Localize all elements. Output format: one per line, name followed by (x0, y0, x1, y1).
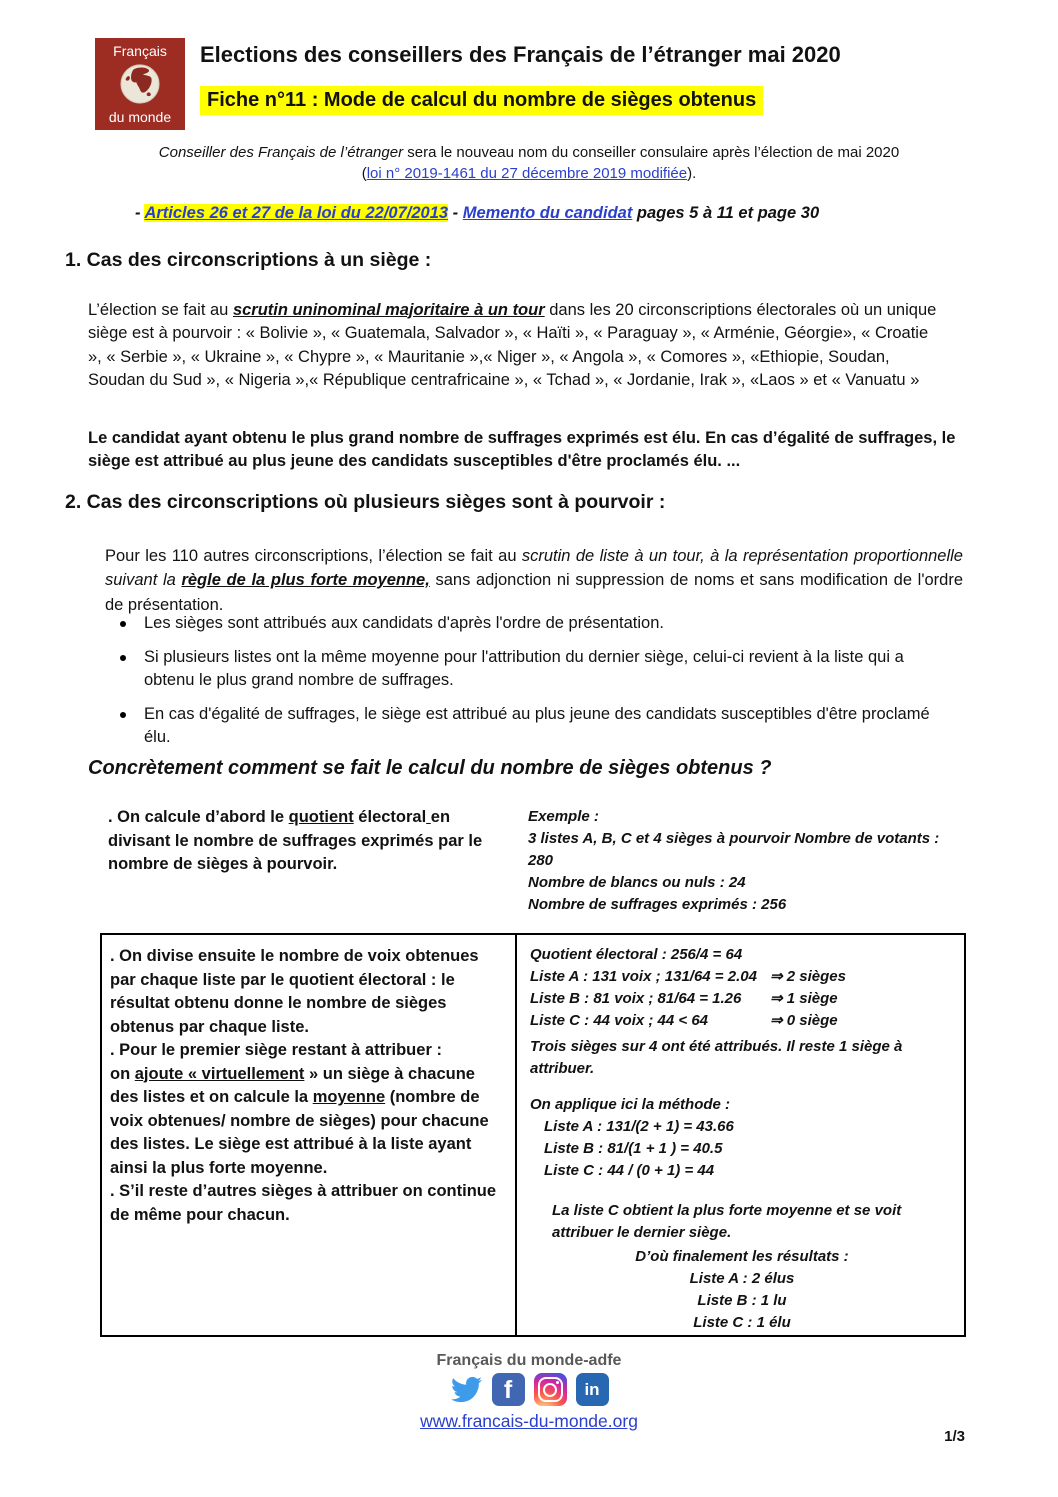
text-run: Pour les 110 autres circonscriptions, l’élection se fait au (105, 546, 522, 565)
calc-step-average (110, 1039, 499, 1180)
intro-line-2 (0, 163, 1058, 184)
logo-text-bottom: du monde (108, 109, 172, 125)
strongest-average-note: La liste C obtient la plus forte moyenne et se voit attribuer le dernier siège. (552, 1202, 902, 1241)
section-1-bold-note: Le candidat ayant obtenu le plus grand nombre de suffrages exprimés est élu. En cas d’égalité de suffrages, le siège est attribué au plus jeune des candidats susceptibles d'être proclamés élu. ... (88, 428, 956, 470)
allocation-result: ⇒ 1 siège (770, 990, 838, 1007)
intro-paragraph (0, 142, 1058, 184)
allocation-result: ⇒ 0 siège (770, 1012, 838, 1029)
calc-question-heading: Concrètement comment se fait le calcul du nombre de sièges obtenus ? (88, 757, 772, 779)
final-result-line: Liste B : 1 lu (697, 1292, 787, 1309)
example-line: 3 listes A, B, C et 4 sièges à pourvoir Nombre de votants : (528, 830, 940, 847)
text-run: sera le nouveau nom du conseiller consulaire après l’élection de mai 2020 (403, 144, 900, 161)
text-run: (nombre de voix obtenues/ nombre de sièges) pour chacune des listes. Le siège est attribué à la liste ayant ainsi la plus forte moyenne. (110, 1088, 489, 1177)
intro-line-1 (0, 142, 1058, 163)
camera-lens (543, 1383, 557, 1397)
example-line: Nombre de blancs ou nuls : 24 (528, 874, 746, 891)
text-run: dans les 20 circonscriptions électorales où un unique siège est à pourvoir : « Bolivie », « Guatemala, Salvador », « Haïti », « Paraguay », « Arménie, Géorgie», « Croatie », « Serbie », « Ukraine », « Chypre », « Mauritanie »,« Niger », « Angola », « Comores », «Ethiopie, Soudan, Soudan du Sud », « Nigeria »,« République centrafricaine », « Tchad », « Jordanie, Irak », «Laos » et « Vanuatu » (88, 300, 937, 389)
example-line: 280 (528, 852, 554, 869)
linkedin-in-glyph: in (584, 1379, 600, 1399)
calc-step-repeat: . S’il reste d’autres sièges à attribuer on continue de même pour chacun. (110, 1182, 497, 1224)
social-links-row (0, 1373, 1058, 1406)
fiche-banner: Fiche n°11 : Mode de calcul du nombre de sièges obtenus (200, 86, 763, 115)
page-number: 1/3 (944, 1428, 965, 1445)
example-panel (515, 806, 966, 916)
memento-link[interactable]: Memento du candidat (462, 204, 633, 222)
text-run: ( (361, 165, 367, 182)
law-link[interactable]: loi n° 2019-1461 du 27 décembre 2019 modifiée (366, 165, 688, 182)
text-run: L’élection se fait au (88, 300, 233, 319)
method-line: Liste C : 44 / (0 + 1) = 44 (544, 1162, 715, 1179)
text-run: moyenne (312, 1088, 386, 1106)
final-result-line: Liste A : 2 élus (689, 1270, 795, 1287)
camera-flash-dot (556, 1381, 559, 1384)
bullet-item: En cas d'égalité de suffrages, le siège est attribué au plus jeune des candidats susceptibles d'être proclamé élu. (117, 703, 955, 750)
example-title: Exemple : (528, 808, 599, 825)
text-run: électoral (353, 808, 427, 826)
bullet-item: Les sièges sont attribués aux candidats d'après l'ordre de présentation. (117, 612, 955, 636)
text-run: scrutin de liste à un tour, à la représentation proportionnelle suivant la (105, 546, 963, 589)
section-2-paragraph (105, 544, 963, 618)
globe-icon (119, 63, 161, 105)
org-logo (95, 38, 185, 130)
allocation-row (530, 988, 954, 1010)
facebook-icon[interactable] (492, 1373, 525, 1406)
text-run: Conseiller des Français de l’étranger (158, 144, 404, 161)
text-run: . On calcule d’abord le (108, 808, 289, 826)
final-results-title: D’où finalement les résultats : (635, 1248, 849, 1265)
text-run: pages 5 à 11 et page 30 (632, 204, 820, 222)
articles-law-link[interactable]: Articles 26 et 27 de la loi du 22/07/2013 (144, 204, 449, 222)
text-run: sans adjonction ni suppression de noms et sans modification de l'ordre de présentation. (105, 571, 963, 614)
allocation-row (530, 1010, 954, 1032)
logo-text-top: Français (113, 43, 167, 59)
method-title: On applique ici la méthode : (530, 1096, 731, 1113)
text-run: quotient (288, 808, 354, 826)
method-line: Liste B : 81/(1 + 1 ) = 40.5 (544, 1140, 723, 1157)
text-run: scrutin uninominal majoritaire à un tour (232, 300, 545, 319)
calc-step-divide: . On divise ensuite le nombre de voix obtenues par chaque liste par le quotient électoral : le résultat obtenu donne le nombre de sièges obtenus par chaque liste. (110, 947, 479, 1036)
text-run: règle de la plus forte moyenne, (181, 571, 430, 589)
calc-table-right-column (517, 935, 964, 1335)
allocation-calc: Liste A : 131 voix ; 131/64 = 2.04 (530, 968, 757, 985)
twitter-bird-glyph (450, 1374, 483, 1405)
footer-org-name: Français du monde-adfe (436, 1352, 622, 1369)
instagram-icon[interactable] (534, 1373, 567, 1406)
text-run: - (135, 204, 145, 222)
twitter-icon[interactable] (450, 1373, 483, 1406)
section-2-bullet-list (117, 612, 955, 760)
example-line: Nombre de suffrages exprimés : 256 (528, 896, 787, 913)
text-run: . Pour le premier siège restant à attribuer : (110, 1041, 442, 1059)
text-run: - (448, 204, 463, 222)
allocation-calc: Liste C : 44 voix ; 44 < 64 (530, 1012, 709, 1029)
text-run: on (110, 1064, 135, 1083)
quotient-result-line: Quotient électoral : 256/4 = 64 (530, 946, 743, 963)
allocation-row (530, 966, 954, 988)
calc-step-quotient (100, 806, 515, 916)
text-run: » un siège à chacune des listes et on calcule la (110, 1064, 475, 1106)
section-2-heading: 2. Cas des circonscriptions où plusieurs sièges sont à pourvoir : (65, 491, 666, 513)
allocation-result: ⇒ 2 sièges (770, 968, 846, 985)
page-title: Elections des conseillers des Français de l’étranger mai 2020 (200, 42, 841, 67)
allocation-calc: Liste B : 81 voix ; 81/64 = 1.26 (530, 990, 742, 1007)
text-run: en divisant le nombre de suffrages exprimés par le nombre de sièges à pourvoir. (108, 808, 483, 873)
calc-intro-row (100, 806, 966, 916)
remaining-seat-note: Trois sièges sur 4 ont été attribués. Il reste 1 siège à attribuer. (530, 1038, 903, 1077)
calc-table (100, 933, 966, 1337)
facebook-f-glyph: f (503, 1376, 513, 1404)
section-1-heading: 1. Cas des circonscriptions à un siège : (65, 249, 432, 271)
linkedin-icon[interactable] (576, 1373, 609, 1406)
text-run: ajoute « virtuellement (134, 1064, 305, 1083)
bullet-item: Si plusieurs listes ont la même moyenne pour l'attribution du dernier siège, celui-ci revient à la liste qui a obtenu le plus grand nombre de suffrages. (117, 646, 955, 693)
text-run: ). (687, 165, 697, 182)
references-line (135, 204, 819, 223)
calc-table-left-column (102, 935, 517, 1335)
final-result-line: Liste C : 1 élu (693, 1314, 791, 1331)
website-link-row (0, 1411, 1058, 1432)
section-1-paragraph (88, 299, 946, 393)
method-line: Liste A : 131/(2 + 1) = 43.66 (544, 1118, 734, 1135)
website-link[interactable]: www.francais-du-monde.org (420, 1411, 638, 1431)
